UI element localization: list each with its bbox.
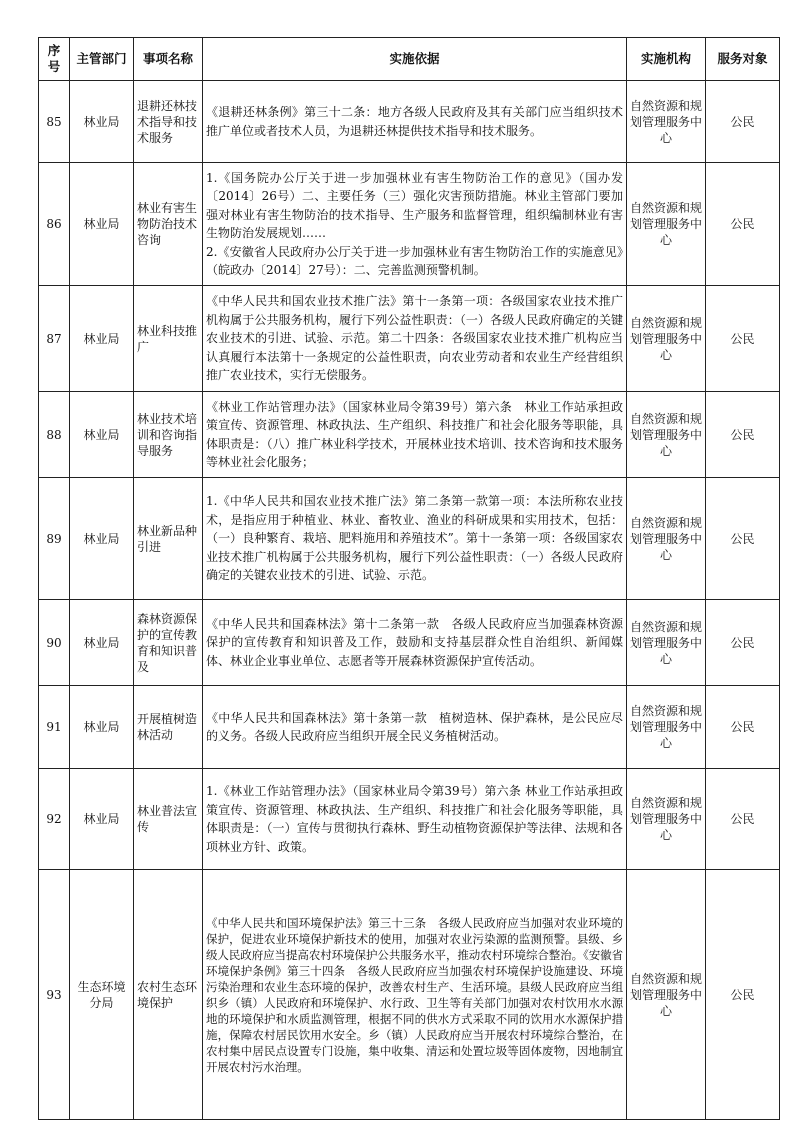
row-dept: 生态环境分局 [70, 870, 134, 1120]
table-row [39, 81, 780, 163]
row-target: 公民 [706, 686, 780, 769]
row-dept: 林业局 [70, 478, 134, 600]
row-item-name: 退耕还林技术指导和技术服务 [134, 81, 203, 163]
header-target: 服务对象 [706, 38, 780, 81]
header-basis: 实施依据 [203, 38, 627, 81]
row-item-name: 林业技术培训和咨询指导服务 [134, 392, 203, 478]
service-items-table [38, 37, 780, 1120]
table-row [39, 286, 780, 392]
table-row [39, 769, 780, 870]
row-item-name: 开展植树造林活动 [134, 686, 203, 769]
basis-paragraph: 1.《林业工作站管理办法》（国家林业局令第39号）第六条 林业工作站承担政策宣传、资源管理、林政执法、生产组织、科技推广和社会化服务等职能，具体职责是：（一）宣传与贯彻执行森林、野生动植物资源保护等法律、法规和各项林业方针、政策。 [206, 784, 623, 854]
row-seq: 86 [39, 163, 70, 286]
basis-paragraph: 《中华人民共和国环境保护法》第三十三条 各级人民政府应当加强对农业环境的保护，促进农业环境保护新技术的使用，加强对农业污染源的监测预警。县级、乡级人民政府应当提高农村环境保护公共服务水平，推动农村环境综合整治。《安徽省环境保护条例》第三十四条 各级人民政府应当加强农村环境保护设施建设、环境污染治理和农业生态环境的保护，改善农村生产、生活环境。县级人民政府应当组织乡（镇）人民政府和环境保护、水行政、卫生等有关部门加强对农村饮用水水源地的环境保护和水质监测管理，根据不同的供水方式采取不同的饮用水水源保护措施，保障农村居民饮用水安全。乡（镇）人民政府应当开展农村环境综合整治，在农村集中居民点设置专门设施，集中收集、清运和处置垃圾等固体废物，因地制宜开展农村污水治理。 [206, 915, 623, 1074]
row-basis [203, 870, 627, 1120]
row-basis [203, 163, 627, 286]
row-seq: 88 [39, 392, 70, 478]
basis-paragraph: 《退耕还林条例》第三十二条：地方各级人民政府及其有关部门应当组织技术推广单位或者技术人员，为退耕还林提供技术指导和技术服务。 [206, 105, 623, 138]
row-item-name: 农村生态环境保护 [134, 870, 203, 1120]
basis-paragraph: 《林业工作站管理办法》（国家林业局令第39号）第六条 林业工作站承担政策宣传、资源管理、林政执法、生产组织、科技推广和社会化服务等职能，具体职责是：（八）推广林业科学技术，开展林业技术培训、技术咨询和技术服务等林业社会化服务； [206, 399, 623, 469]
header-name: 事项名称 [134, 38, 203, 81]
row-seq: 91 [39, 686, 70, 769]
basis-paragraph: 1.《中华人民共和国农业技术推广法》第二条第一款第一项：本法所称农业技术，是指应用于种植业、林业、畜牧业、渔业的科研成果和实用技术，包括：（一）良种繁育、栽培、肥料施用和养殖技术”。第十一条第一项：各级国家农业技术推广机构属于公共服务机构，履行下列公益性职责：（一）各级人民政府确定的关键农业技术的引进、试验、示范。 [206, 494, 623, 583]
table-row [39, 600, 780, 686]
row-basis [203, 769, 627, 870]
row-target: 公民 [706, 600, 780, 686]
basis-paragraph: 《中华人民共和国农业技术推广法》第十一条第一项：各级国家农业技术推广机构属于公共服务机构，履行下列公益性职责：（一）各级人民政府确定的关键农业技术的引进、试验、示范。第二十四条：各级国家农业技术推广机构应当认真履行本法第十一条规定的公益性职责，向农业劳动者和农业生产经营组织推广农业技术，实行无偿服务。 [206, 294, 623, 383]
row-target: 公民 [706, 163, 780, 286]
header-dept: 主管部门 [70, 38, 134, 81]
basis-paragraph: 《中华人民共和国森林法》第十条第一款 植树造林、保护森林，是公民应尽的义务。各级人民政府应当组织开展全民义务植树活动。 [206, 710, 623, 743]
row-org: 自然资源和规划管理服务中心 [627, 600, 706, 686]
table-row [39, 686, 780, 769]
row-seq: 90 [39, 600, 70, 686]
row-org: 自然资源和规划管理服务中心 [627, 686, 706, 769]
row-seq: 87 [39, 286, 70, 392]
basis-paragraph: 1.《国务院办公厅关于进一步加强林业有害生物防治工作的意见》（国办发〔2014〕26号）二、主要任务（三）强化灾害预防措施。林业主管部门要加强对林业有害生物防治的技术指导、生产服务和监督管理，组织编制林业有害生物防治发展规划…… [206, 170, 623, 240]
basis-paragraph: 2.《安徽省人民政府办公厅关于进一步加强林业有害生物防治工作的实施意见》（皖政办〔2014〕27号）：二、完善监测预警机制。 [206, 244, 623, 277]
row-dept: 林业局 [70, 686, 134, 769]
row-target: 公民 [706, 286, 780, 392]
row-target: 公民 [706, 870, 780, 1120]
row-item-name: 林业科技推广 [134, 286, 203, 392]
basis-paragraph: 《中华人民共和国森林法》第十二条第一款 各级人民政府应当加强森林资源保护的宣传教育和知识普及工作，鼓励和支持基层群众性自治组织、新闻媒体、林业企业事业单位、志愿者等开展森林资源保护宣传活动。 [206, 616, 623, 668]
row-item-name: 林业新品种引进 [134, 478, 203, 600]
table-row [39, 392, 780, 478]
header-org: 实施机构 [627, 38, 706, 81]
row-basis [203, 686, 627, 769]
row-org: 自然资源和规划管理服务中心 [627, 870, 706, 1120]
row-seq: 85 [39, 81, 70, 163]
row-target: 公民 [706, 81, 780, 163]
row-org: 自然资源和规划管理服务中心 [627, 392, 706, 478]
table-row [39, 478, 780, 600]
row-target: 公民 [706, 392, 780, 478]
row-org: 自然资源和规划管理服务中心 [627, 769, 706, 870]
row-seq: 89 [39, 478, 70, 600]
row-dept: 林业局 [70, 163, 134, 286]
row-target: 公民 [706, 769, 780, 870]
row-dept: 林业局 [70, 600, 134, 686]
table-body [39, 81, 780, 1120]
row-basis [203, 286, 627, 392]
row-basis [203, 478, 627, 600]
row-dept: 林业局 [70, 286, 134, 392]
row-dept: 林业局 [70, 769, 134, 870]
row-item-name: 森林资源保护的宣传教育和知识普及 [134, 600, 203, 686]
row-basis [203, 81, 627, 163]
row-org: 自然资源和规划管理服务中心 [627, 286, 706, 392]
row-item-name: 林业有害生物防治技术咨询 [134, 163, 203, 286]
row-dept: 林业局 [70, 81, 134, 163]
row-dept: 林业局 [70, 392, 134, 478]
table-row [39, 870, 780, 1120]
row-target: 公民 [706, 478, 780, 600]
row-org: 自然资源和规划管理服务中心 [627, 81, 706, 163]
header-seq: 序号 [39, 38, 70, 81]
table-header-row [39, 38, 780, 81]
row-basis [203, 600, 627, 686]
row-org: 自然资源和规划管理服务中心 [627, 478, 706, 600]
row-item-name: 林业普法宣传 [134, 769, 203, 870]
row-seq: 92 [39, 769, 70, 870]
table-row [39, 163, 780, 286]
row-org: 自然资源和规划管理服务中心 [627, 163, 706, 286]
row-basis [203, 392, 627, 478]
row-seq: 93 [39, 870, 70, 1120]
